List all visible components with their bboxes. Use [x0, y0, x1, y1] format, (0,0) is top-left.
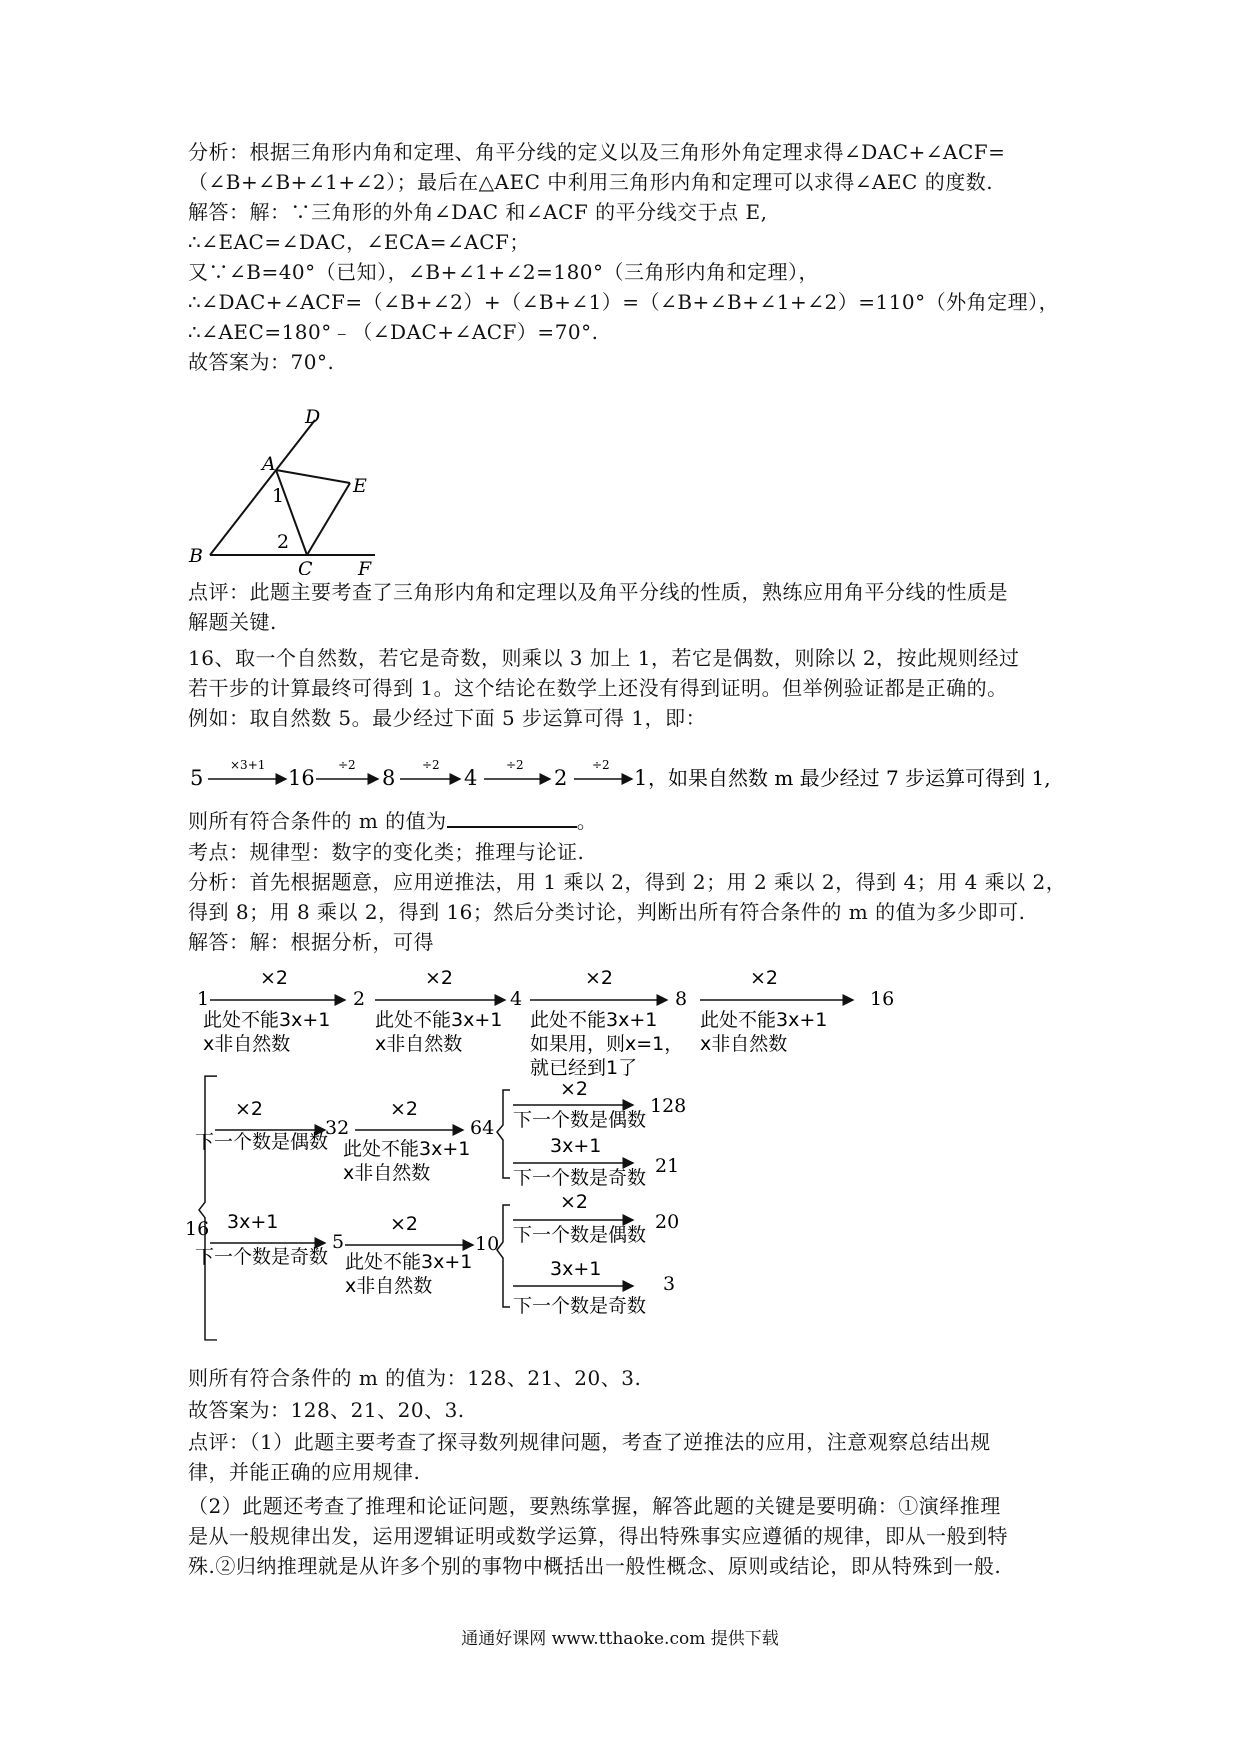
note-notnatural-1: x非自然数 [203, 1033, 291, 1055]
seq-op-1: ×3+1 [230, 758, 266, 772]
label-e: E [353, 475, 367, 497]
analysis-line-1: 分析：根据三角形内角和定理、角平分线的定义以及三角形外角定理求得∠DAC+∠ACF= [188, 140, 1006, 164]
comment-16-line-2: 律，并能正确的应用规律. [188, 1460, 421, 1484]
comment-16-line-3: （2）此题还考查了推理和论证问题，要熟练掌握，解答此题的关键是要明确：①演绎推理 [188, 1494, 1001, 1518]
node-4: 4 [510, 988, 523, 1010]
node-2: 2 [353, 988, 366, 1010]
note-not3x1-1: 此处不能3x+1 [203, 1009, 331, 1031]
seq-1: 1 [634, 766, 648, 790]
note-notnatural-5: x非自然数 [343, 1162, 431, 1184]
label-c: C [298, 558, 313, 575]
note-not3x1-5: 此处不能3x+1 [343, 1138, 471, 1160]
analysis-line-2: （∠B+∠B+∠1+∠2）；最后在△AEC 中利用三角形内角和定理可以求得∠AEC 的度数. [188, 170, 994, 194]
seq-op-3: ÷2 [422, 758, 440, 772]
note-notnatural-2: x非自然数 [375, 1033, 463, 1055]
brace-10 [497, 1205, 510, 1307]
op-times2-1: ×2 [260, 967, 289, 989]
node-32: 32 [325, 1117, 350, 1139]
seq-op-4: ÷2 [506, 758, 524, 772]
note-not3x1-6: 此处不能3x+1 [345, 1251, 473, 1273]
note-next-odd-3: 下一个数是奇数 [513, 1295, 647, 1317]
comment-16-line-1: 点评：（1）此题主要考查了探寻数列规律问题，考查了逆推法的应用，注意观察总结出规 [188, 1430, 991, 1454]
solution-line-5: ∴∠AEC=180°﹣（∠DAC+∠ACF）=70°. [188, 320, 599, 344]
node-21: 21 [655, 1155, 680, 1177]
comment-line-1: 点评：此题主要考查了三角形内角和定理以及角平分线的性质，熟练应用角平分线的性质是 [188, 580, 1008, 604]
op-times2-5: ×2 [235, 1098, 264, 1120]
kaodian-line: 考点：规律型：数字的变化类；推理与论证. [188, 840, 585, 864]
note-not3x1-3: 此处不能3x+1 [530, 1009, 658, 1031]
angle-2-label: 2 [277, 531, 290, 553]
problem-16-line-2: 若干步的计算最终可得到 1。这个结论在数学上还没有得到证明。但举例验证都是正确的。 [188, 676, 1008, 700]
label-a: A [262, 453, 276, 475]
note-next-even-3: 下一个数是偶数 [513, 1224, 647, 1246]
op-times2-2: ×2 [425, 967, 454, 989]
analysis-16-line-2: 得到 8；用 8 乘以 2，得到 16；然后分类讨论，判断出所有符合条件的 m 的值为多少即可. [188, 900, 1026, 924]
angle-1-label: 1 [272, 485, 285, 507]
op-3x1-2: 3x+1 [227, 1211, 279, 1233]
solution-line-3: 又∵∠B=40°（已知），∠B+∠1+∠2=180°（三角形内角和定理）， [188, 260, 820, 284]
label-d: D [305, 406, 321, 428]
solution-16-intro: 解答：解：根据分析，可得 [188, 930, 434, 954]
answer-line: 故答案为：70°. [188, 350, 335, 374]
solution-line-4: ∴∠DAC+∠ACF=（∠B+∠2）+（∠B+∠1）=（∠B+∠B+∠1+∠2）=110°（外角定理）， [188, 290, 1060, 314]
op-times2-4: ×2 [750, 967, 779, 989]
op-3x1-1: 3x+1 [550, 1135, 602, 1157]
seq-8: 8 [382, 766, 396, 790]
op-times2-6: ×2 [390, 1098, 419, 1120]
note-not3x1-4: 此处不能3x+1 [700, 1009, 828, 1031]
page-footer: 通通好课网 www.tthaoke.com 提供下载 [461, 1629, 779, 1649]
brace-64 [497, 1090, 510, 1178]
result-line: 则所有符合条件的 m 的值为：128、21、20、3. [188, 1366, 642, 1390]
op-times2-8: ×2 [390, 1213, 419, 1235]
note-next-odd-1: 下一个数是奇数 [513, 1167, 647, 1189]
comment-line-2: 解题关键. [188, 610, 277, 634]
seq-tail: ，如果自然数 m 最少经过 7 步运算可得到 1, [648, 766, 1051, 790]
answer-blank [447, 806, 577, 828]
seq-op-2: ÷2 [338, 758, 356, 772]
node-3: 3 [663, 1273, 676, 1295]
note-notnatural-6: x非自然数 [345, 1275, 433, 1297]
op-3x1-3: 3x+1 [550, 1258, 602, 1280]
node-5: 5 [332, 1231, 345, 1253]
note-not3x1-2: 此处不能3x+1 [375, 1009, 503, 1031]
blank-end: 。 [576, 809, 598, 833]
comment-16-line-4: 是从一般规律出发，运用逻辑证明或数学运算，得出特殊事实应遵循的规律，即从一般到特 [188, 1524, 1008, 1548]
node-128: 128 [650, 1095, 687, 1117]
comment-16-line-5: 殊.②归纳推理就是从许多个别的事物中概括出一般性概念、原则或结论，即从特殊到一般. [188, 1554, 1002, 1578]
node-16-branch: 16 [185, 1218, 210, 1240]
seq-16: 16 [288, 766, 315, 790]
seq-2: 2 [554, 766, 568, 790]
label-f: F [358, 558, 372, 575]
seq-5: 5 [190, 766, 204, 790]
triangle-figure [185, 405, 385, 575]
note-notnatural-4: x非自然数 [700, 1033, 788, 1055]
note-next-even-2: 下一个数是偶数 [513, 1109, 647, 1131]
node-20: 20 [655, 1211, 680, 1233]
solution-line-2: ∴∠EAC=∠DAC，∠ECA=∠ACF； [188, 230, 530, 254]
answer-16-line: 故答案为：128、21、20、3. [188, 1398, 465, 1422]
problem-16-line-3: 例如：取自然数 5。最少经过下面 5 步运算可得 1，即： [188, 706, 707, 730]
note-reached1: 就已经到1了 [530, 1057, 638, 1079]
note-next-even-1: 下一个数是偶数 [195, 1131, 329, 1153]
analysis-16-line-1: 分析：首先根据题意，应用逆推法，用 1 乘以 2，得到 2；用 2 乘以 2，得到 4；用 4 乘以 2， [188, 870, 1067, 894]
note-next-odd-2: 下一个数是奇数 [195, 1246, 329, 1268]
seq-op-5: ÷2 [592, 758, 610, 772]
op-times2-7: ×2 [560, 1078, 589, 1100]
line-ce [307, 483, 350, 555]
blank-prompt: 则所有符合条件的 m 的值为 [188, 809, 447, 833]
solution-line-1: 解答：解：∵三角形的外角∠DAC 和∠ACF 的平分线交于点 E, [188, 200, 768, 224]
line-ae [276, 470, 350, 483]
op-times2-3: ×2 [585, 967, 614, 989]
note-ifused: 如果用，则x=1， [530, 1033, 684, 1055]
op-times2-9: ×2 [560, 1191, 589, 1213]
sequence-diagram [188, 755, 1068, 795]
node-16-top: 16 [870, 988, 895, 1010]
label-b: B [189, 545, 203, 567]
node-10: 10 [475, 1233, 500, 1255]
node-1: 1 [197, 988, 210, 1010]
main-brace [199, 1076, 217, 1340]
seq-4: 4 [464, 766, 478, 790]
node-8: 8 [675, 988, 688, 1010]
problem-16-line-1: 16、取一个自然数，若它是奇数，则乘以 3 加上 1，若它是偶数，则除以 2，按此规则经过 [188, 646, 1020, 670]
derivation-diagram [185, 960, 905, 1355]
problem-16-line-4 [188, 806, 597, 836]
node-64: 64 [470, 1117, 495, 1139]
